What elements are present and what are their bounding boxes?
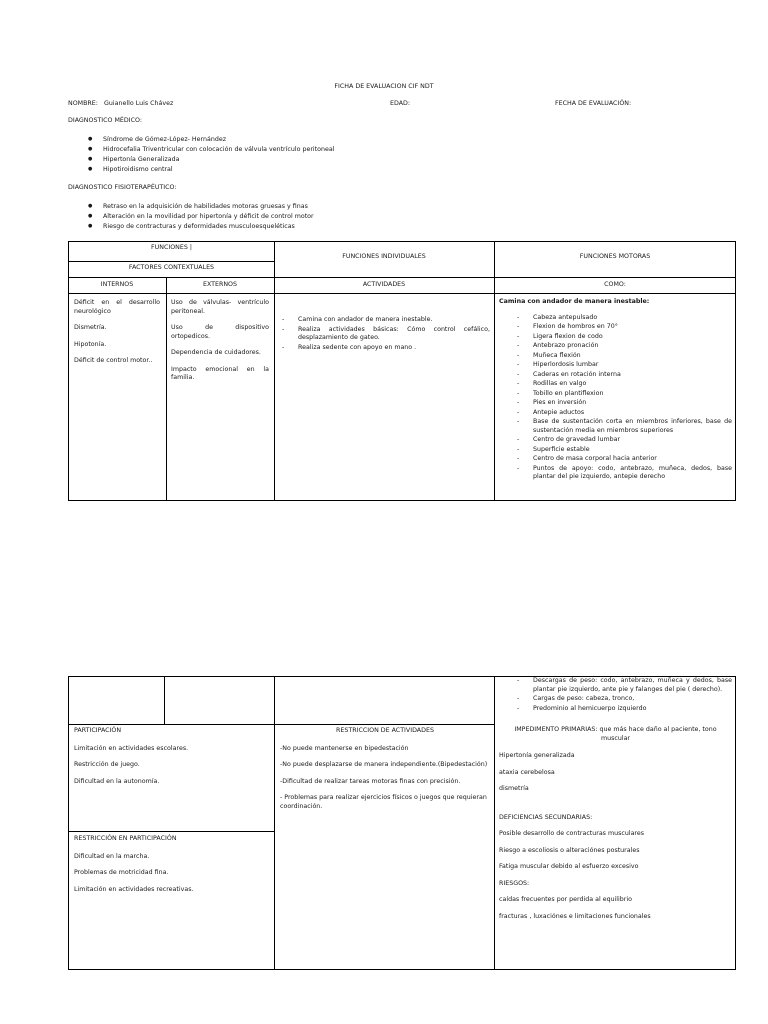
physio-diagnosis-label: DIAGNOSTICO FISIOTERAPÉUTICO: (68, 184, 177, 191)
list-item: - Camina con andador de manera inestable. (280, 316, 490, 325)
cell-text: Posible desarrollo de contracturas musculares (499, 830, 645, 837)
cell-text: - Problemas para realizar ejercicios físicos o juegos que requieran coordinación. (280, 794, 487, 810)
list-item: - Cargas de peso: cabeza, tronco, (515, 695, 732, 704)
cell-text: Déficit de control motor.. (74, 357, 153, 364)
contextual-factors-header: FACTORES CONTEXTUALES (128, 264, 215, 271)
cell-text: Hipertonía generalizada (499, 752, 575, 759)
medical-diagnosis-label: DIAGNOSTICO MÉDICO: (68, 117, 142, 124)
name-value: Guianello Luis Chávez (104, 100, 174, 107)
evaluation-date-label: FECHA DE EVALUACIÓN: (555, 100, 632, 107)
physio-diagnosis-list (88, 203, 314, 233)
list-item: ● Retraso en la adquisición de habilidades motoras gruesas y finas (88, 203, 314, 212)
list-item: - Flexion de hombros en 70° (515, 323, 732, 332)
cell-text: Uso de válvulas- ventrículo peritoneal. (171, 299, 269, 315)
cell-text: Dependencia de cuidadores. (171, 349, 261, 356)
internal-factors-cell (74, 299, 160, 374)
cell-text: Hipotonía. (74, 340, 107, 348)
activities-header: ACTIVIDADES (362, 281, 406, 288)
medical-diagnosis-list (88, 136, 334, 176)
internal-header: INTERNOS (100, 281, 134, 288)
participation-title: PARTICIPACIÓN (74, 727, 122, 734)
list-item: - Superficie estable (515, 446, 732, 455)
cell-text: -No puede desplazarse de manera independiente.(Bipedestación) (280, 761, 488, 768)
cell-text: Fatiga muscular debido al esfuerzo excesivo (499, 863, 639, 870)
list-item: - Ligera flexion de codo (515, 333, 732, 342)
motor-functions-header: FUNCIONES MOTORAS (579, 253, 651, 260)
cell-text: Dismetría. (74, 324, 107, 331)
list-item: - Realiza sedente con apoyo en mano . (280, 344, 490, 353)
list-item: - Antepie aductos (515, 409, 732, 418)
cell-text: Déficit en el desarrollo neurológico (74, 299, 160, 315)
risks-title: RIESGOS: (499, 879, 530, 887)
cell-text: Uso de dispositivo ortopedicos. (171, 324, 269, 340)
cell-text: Problemas de motricidad fina. (74, 869, 169, 876)
how-title: Camina con andador de manera inestable: (499, 298, 650, 305)
activities-cell (280, 316, 490, 353)
impairments-cell (499, 726, 732, 929)
cell-text: Limitación en actividades escolares. (74, 744, 189, 752)
list-item: - Descargas de peso: codo, antebrazo, muñeca y dedos, base plantar pie izquierdo, ante pie y falanges del pie ( derecho). (515, 677, 732, 694)
list-item: - Pies en inversión (515, 399, 732, 408)
cell-text: dismetría (499, 785, 529, 792)
list-item: - Predominio al hemicuerpo izquierdo (515, 705, 732, 714)
list-item: ● Síndrome de Gómez-López- Hernández (88, 136, 334, 145)
list-item: - Cabeza antepulsado (515, 314, 732, 323)
list-item: - Muñeca flexión (515, 352, 732, 361)
list-item: ● Alteración en la movilidad por hipertonía y déficit de control motor (88, 213, 314, 222)
participation-restriction-title: RESTRICCIÓN EN PARTICIPACIÓN (74, 835, 177, 842)
how-continuation-cell (499, 677, 732, 714)
list-item: ● Hipertonía Generalizada (88, 156, 334, 165)
document-title: FICHA DE EVALUACION CIF NDT (334, 83, 434, 90)
external-factors-cell (171, 299, 269, 391)
list-item: - Antebrazo pronación (515, 342, 732, 351)
cell-text: Riesgo a escoliosis o alteraciónes posturales (499, 846, 640, 854)
list-item: ● Riesgo de contracturas y deformidades musculoesqueléticas (88, 223, 314, 232)
activity-restriction-title: RESTRICCION DE ACTIVIDADES (336, 727, 434, 734)
secondary-deficiencies-title: DEFICIENCIAS SECUNDARIAS: (499, 813, 593, 821)
how-cell (499, 298, 732, 500)
cell-text: Restricción de juego. (74, 761, 140, 768)
list-item: - Base de sustentación corta en miembros inferiores, base de sustentación media en miembros superiores (515, 418, 732, 435)
individual-functions-header: FUNCIONES INDIVIDUALES (342, 253, 426, 260)
list-item: ● Hipotiroidismo central (88, 166, 334, 175)
age-label: EDAD: (390, 100, 410, 107)
list-item: - Tobillo en plantiflexion (515, 390, 732, 399)
cell-text: Dificultad en la autonomía. (74, 777, 160, 785)
cell-text: Dificultad en la marcha. (74, 852, 150, 860)
activity-restriction-cell (280, 727, 490, 819)
external-header: EXTERNOS (202, 281, 238, 288)
list-item: - Hiperlordosis lumbar (515, 361, 732, 370)
cell-text: fracturas , luxaciónes e limitaciones funcionales (499, 912, 651, 920)
how-header: COMO: (604, 281, 626, 288)
list-item: - Puntos de apoyo: codo, antebrazo, muñeca, dedos, base plantar del pie izquierdo, antepie derecho (515, 465, 732, 482)
list-item: ● Hidrocefalia Triventricular con colocación de válvula ventrículo peritoneal (88, 146, 334, 155)
list-item: - Rodillas en valgo (515, 380, 732, 389)
cell-text: ataxia cerebelosa (499, 768, 555, 776)
participation-restriction-cell (74, 835, 270, 902)
participation-cell (74, 727, 270, 794)
functions-header: FUNCIONES | (151, 244, 192, 251)
cell-text: -Dificultad de realizar tareas motoras finas con precisión. (280, 777, 461, 785)
list-item: - Centro de masa corporal hacia anterior (515, 455, 732, 464)
cell-text: Limitación en actividades recreativas. (74, 885, 194, 893)
cell-text: Impacto emocional en la familia. (171, 365, 269, 381)
name-label: NOMBRE: (68, 100, 98, 107)
list-item: - Centro de gravedad lumbar (515, 436, 732, 445)
primary-impairment-title: IMPEDIMENTO PRIMARIAS: que más hace daño al paciente, tono muscular (514, 726, 717, 742)
cell-text: -No puede mantenerse en bipedestación (280, 744, 409, 752)
list-item: - Caderas en rotación interna (515, 371, 732, 380)
cell-text: caídas frecuentes por perdida al equilibrio (499, 896, 632, 903)
list-item: - Realiza actividades básicas: Cómo control cefálico, desplazamiento de gateo. (280, 326, 490, 343)
